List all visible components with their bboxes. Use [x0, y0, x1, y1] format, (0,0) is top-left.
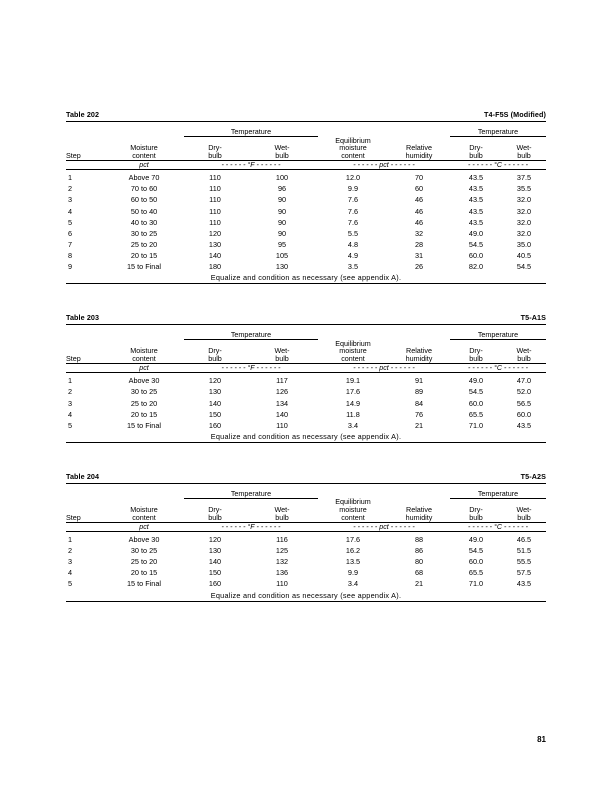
cell-relative-humidity: 32	[414, 228, 424, 238]
column-header-dry-bulb-c: Dry- bulb	[450, 137, 502, 161]
group-temperature-c: Temperature	[450, 489, 546, 499]
cell-step: 4	[68, 409, 73, 419]
cell-moisture-content: 30 to 25	[130, 387, 158, 397]
cell-moisture-content: Above 30	[128, 376, 160, 386]
cell-step: 5	[68, 579, 73, 589]
units-blank-step	[66, 363, 104, 372]
cell-wet-bulb-c: 60.0	[516, 409, 532, 419]
cell-wet-bulb-f: 110	[276, 579, 288, 589]
table-row	[66, 578, 546, 589]
cell-wet-bulb-c: 47.0	[516, 376, 532, 386]
cell-moisture-content: 20 to 15	[130, 250, 158, 260]
cell-relative-humidity: 28	[414, 239, 424, 249]
table-bottom-rule	[66, 283, 546, 284]
cell-moisture-content: 25 to 20	[130, 398, 158, 408]
cell-wet-bulb-c: 51.5	[516, 546, 532, 556]
cell-moisture-content: 15 to Final	[126, 579, 162, 589]
group-temperature-f: Temperature	[184, 489, 318, 499]
cell-step: 1	[68, 535, 73, 545]
header-label-row	[66, 498, 546, 522]
cell-wet-bulb-c: 56.5	[516, 398, 532, 408]
table-schedule-code: T5-A1S	[520, 313, 546, 323]
units-body	[66, 522, 546, 531]
cell-step: 2	[68, 387, 73, 397]
table-caption-row	[66, 110, 546, 121]
cell-dry-bulb-f: 110	[209, 217, 221, 227]
table-caption: Table 203	[66, 313, 100, 323]
table-body	[66, 372, 546, 441]
cell-wet-bulb-f: 95	[277, 239, 287, 249]
cell-dry-bulb-c: 54.5	[468, 546, 484, 556]
cell-relative-humidity: 46	[414, 206, 424, 216]
cell-relative-humidity: 89	[414, 387, 424, 397]
column-header-emc: Equilibrium moisture content	[318, 137, 388, 161]
table-bottom-rule	[66, 442, 546, 443]
units-fahrenheit: - - - - - - °F - - - - - -	[184, 160, 318, 169]
data-table-block	[66, 313, 546, 443]
units-fahrenheit: - - - - - - °F - - - - - -	[184, 363, 318, 372]
cell-dry-bulb-c: 71.0	[468, 579, 484, 589]
cell-emc: 16.2	[345, 546, 361, 556]
table-schedule-code: T4-F5S (Modified)	[484, 110, 546, 119]
cell-dry-bulb-f: 150	[208, 409, 222, 419]
column-header-dry-bulb-c: Dry- bulb	[450, 498, 502, 522]
header-group-row	[66, 127, 546, 137]
cell-moisture-content: Above 30	[128, 535, 160, 545]
cell-wet-bulb-f: 126	[275, 387, 289, 397]
cell-wet-bulb-c: 32.0	[516, 206, 532, 216]
header-label-row	[66, 137, 546, 161]
cell-relative-humidity: 91	[414, 376, 424, 386]
cell-wet-bulb-f: 90	[277, 195, 287, 205]
cell-relative-humidity: 26	[414, 261, 424, 271]
column-header-step: Step	[66, 498, 104, 522]
cell-relative-humidity: 70	[414, 173, 424, 183]
table-row	[66, 183, 546, 194]
cell-relative-humidity: 46	[414, 217, 424, 227]
cell-wet-bulb-c: 43.5	[516, 420, 532, 430]
cell-dry-bulb-f: 110	[209, 206, 221, 216]
column-header-moisture-content: Moisture content	[104, 137, 184, 161]
cell-emc: 9.9	[347, 184, 359, 194]
table-bottom-rule	[66, 601, 546, 602]
units-pct-moisture: pct	[104, 363, 184, 372]
cell-moisture-content: 20 to 15	[130, 409, 158, 419]
column-header-dry-bulb-f: Dry- bulb	[184, 137, 246, 161]
column-header-relative-humidity: Relative humidity	[388, 340, 450, 364]
cell-step: 4	[68, 206, 73, 216]
cell-step: 3	[68, 557, 73, 567]
cell-dry-bulb-f: 120	[208, 376, 222, 386]
cell-wet-bulb-f: 90	[277, 217, 287, 227]
cell-moisture-content: 15 to Final	[126, 261, 162, 271]
table-note: Equalize and condition as necessary (see appendix A).	[210, 590, 402, 600]
cell-moisture-content: 60 to 50	[130, 195, 158, 205]
cell-dry-bulb-f: 120	[208, 535, 222, 545]
cell-moisture-content: 40 to 30	[130, 217, 158, 227]
cell-dry-bulb-c: 71.0	[468, 420, 484, 430]
cell-emc: 13.5	[345, 557, 361, 567]
cell-relative-humidity: 31	[414, 250, 424, 260]
table-note-row	[66, 272, 546, 283]
cell-wet-bulb-f: 130	[275, 261, 289, 271]
cell-wet-bulb-c: 54.5	[516, 261, 532, 271]
cell-emc: 19.1	[345, 376, 361, 386]
table-row	[66, 217, 546, 228]
cell-step: 6	[68, 228, 73, 238]
units-row	[66, 522, 546, 531]
table-row	[66, 239, 546, 250]
cell-wet-bulb-f: 117	[276, 376, 288, 386]
cell-wet-bulb-c: 37.5	[516, 173, 532, 183]
column-header-wet-bulb-f: Wet- bulb	[246, 498, 318, 522]
cell-wet-bulb-f: 110	[276, 420, 288, 430]
cell-step: 9	[68, 261, 73, 271]
column-header-wet-bulb-f: Wet- bulb	[246, 340, 318, 364]
cell-moisture-content: 30 to 25	[130, 228, 158, 238]
table-row	[66, 250, 546, 261]
table-row	[66, 567, 546, 578]
cell-dry-bulb-f: 130	[208, 387, 222, 397]
cell-emc: 5.5	[347, 228, 359, 238]
cell-step: 7	[68, 239, 73, 249]
units-row	[66, 363, 546, 372]
cell-dry-bulb-f: 140	[208, 250, 222, 260]
column-header-dry-bulb-c: Dry- bulb	[450, 340, 502, 364]
cell-dry-bulb-c: 49.0	[468, 535, 484, 545]
group-temperature-c: Temperature	[450, 330, 546, 340]
cell-emc: 12.0	[345, 173, 361, 183]
cell-step: 3	[68, 398, 73, 408]
tables-container	[66, 110, 546, 631]
cell-moisture-content: 50 to 40	[130, 206, 158, 216]
cell-dry-bulb-f: 130	[208, 239, 222, 249]
cell-step: 3	[68, 195, 73, 205]
cell-dry-bulb-c: 54.5	[468, 239, 484, 249]
table-note: Equalize and condition as necessary (see appendix A).	[210, 273, 402, 282]
cell-moisture-content: 20 to 15	[130, 568, 158, 578]
cell-dry-bulb-c: 65.5	[468, 409, 484, 419]
column-header-relative-humidity: Relative humidity	[388, 137, 450, 161]
cell-moisture-content: 25 to 20	[130, 557, 158, 567]
cell-step: 1	[68, 173, 73, 183]
data-table-block	[66, 472, 546, 602]
column-header-wet-bulb-f: Wet- bulb	[246, 137, 318, 161]
cell-moisture-content: 30 to 25	[130, 546, 158, 556]
table-note: Equalize and condition as necessary (see appendix A).	[210, 431, 402, 441]
cell-relative-humidity: 86	[414, 546, 424, 556]
cell-relative-humidity: 84	[414, 398, 424, 408]
cell-relative-humidity: 68	[414, 568, 424, 578]
cell-wet-bulb-c: 32.0	[516, 195, 532, 205]
units-blank-step	[66, 160, 104, 169]
cell-dry-bulb-c: 43.5	[468, 195, 484, 205]
table-row	[66, 194, 546, 205]
cell-dry-bulb-c: 60.0	[468, 250, 484, 260]
cell-wet-bulb-f: 116	[276, 535, 288, 545]
cell-moisture-content: 70 to 60	[130, 184, 158, 194]
table-row	[66, 169, 546, 183]
cell-emc: 4.9	[347, 250, 359, 260]
table-caption: Table 204	[66, 471, 100, 481]
column-header-dry-bulb-f: Dry- bulb	[184, 498, 246, 522]
column-header-wet-bulb-c: Wet- bulb	[502, 137, 546, 161]
table-row	[66, 409, 546, 420]
cell-dry-bulb-c: 43.5	[468, 173, 484, 183]
group-blank-left	[66, 489, 184, 499]
cell-wet-bulb-f: 125	[275, 546, 289, 556]
cell-wet-bulb-f: 105	[275, 250, 289, 260]
units-pct-moisture: pct	[104, 522, 184, 531]
cell-dry-bulb-c: 54.5	[468, 387, 484, 397]
cell-wet-bulb-f: 100	[275, 173, 289, 183]
cell-step: 4	[68, 568, 73, 578]
cell-emc: 11.8	[346, 409, 360, 419]
cell-step: 5	[68, 217, 73, 227]
group-temperature-f: Temperature	[184, 330, 318, 340]
cell-wet-bulb-c: 35.5	[516, 184, 532, 194]
cell-wet-bulb-f: 136	[275, 568, 289, 578]
cell-relative-humidity: 76	[414, 409, 424, 419]
units-row	[66, 160, 546, 169]
cell-emc: 9.9	[347, 568, 359, 578]
cell-wet-bulb-f: 132	[275, 557, 289, 567]
table-note-row	[66, 590, 546, 601]
units-fahrenheit: - - - - - - °F - - - - - -	[184, 522, 318, 531]
table-schedule-code: T5-A2S	[520, 471, 546, 481]
schedule-table	[66, 122, 546, 283]
cell-wet-bulb-c: 55.5	[516, 557, 532, 567]
cell-wet-bulb-c: 35.0	[516, 239, 532, 249]
table-head	[66, 325, 546, 363]
table-head	[66, 122, 546, 160]
cell-dry-bulb-c: 82.0	[468, 261, 484, 271]
units-celsius: - - - - - - °C - - - - - -	[450, 522, 546, 531]
group-temperature-c: Temperature	[450, 127, 546, 137]
cell-wet-bulb-f: 90	[277, 228, 287, 238]
units-celsius: - - - - - - °C - - - - - -	[450, 363, 546, 372]
column-header-wet-bulb-c: Wet- bulb	[502, 498, 546, 522]
data-table-block	[66, 110, 546, 284]
header-group-row	[66, 330, 546, 340]
group-blank-left	[66, 330, 184, 340]
cell-step: 5	[68, 420, 73, 430]
cell-step: 8	[68, 250, 73, 260]
cell-dry-bulb-f: 110	[209, 173, 221, 183]
page-number: 81	[537, 735, 546, 744]
table-body	[66, 531, 546, 600]
cell-dry-bulb-f: 110	[209, 184, 221, 194]
column-header-step: Step	[66, 137, 104, 161]
cell-emc: 7.6	[347, 195, 359, 205]
units-blank-step	[66, 522, 104, 531]
cell-dry-bulb-f: 130	[208, 546, 222, 556]
table-note-row	[66, 431, 546, 442]
cell-dry-bulb-f: 140	[208, 557, 222, 567]
column-header-step: Step	[66, 340, 104, 364]
column-header-moisture-content: Moisture content	[104, 340, 184, 364]
cell-dry-bulb-c: 60.0	[468, 557, 484, 567]
header-label-row	[66, 340, 546, 364]
cell-dry-bulb-f: 110	[209, 195, 221, 205]
column-header-emc: Equilibrium moisture content	[318, 498, 388, 522]
schedule-table	[66, 484, 546, 601]
cell-dry-bulb-c: 60.0	[468, 398, 484, 408]
cell-emc: 7.6	[347, 217, 359, 227]
cell-dry-bulb-f: 150	[208, 568, 222, 578]
cell-emc: 7.6	[347, 206, 359, 216]
cell-moisture-content: 25 to 20	[130, 239, 158, 249]
cell-emc: 3.4	[347, 420, 359, 430]
cell-emc: 17.6	[345, 535, 361, 545]
cell-step: 1	[68, 376, 73, 386]
cell-dry-bulb-c: 49.0	[468, 228, 484, 238]
cell-wet-bulb-f: 140	[275, 409, 289, 419]
column-header-relative-humidity: Relative humidity	[388, 498, 450, 522]
group-blank-left	[66, 127, 184, 137]
table-row	[66, 261, 546, 272]
cell-relative-humidity: 21	[414, 579, 424, 589]
cell-relative-humidity: 21	[414, 420, 424, 430]
cell-wet-bulb-c: 32.0	[516, 228, 532, 238]
table-row	[66, 398, 546, 409]
cell-moisture-content: 15 to Final	[126, 420, 162, 430]
cell-dry-bulb-c: 65.5	[468, 568, 484, 578]
units-body	[66, 363, 546, 372]
table-row	[66, 386, 546, 397]
units-body	[66, 160, 546, 169]
cell-step: 2	[68, 184, 73, 194]
table-caption: Table 202	[66, 110, 100, 119]
cell-wet-bulb-f: 90	[277, 206, 287, 216]
column-header-moisture-content: Moisture content	[104, 498, 184, 522]
cell-wet-bulb-c: 40.5	[516, 250, 532, 260]
cell-dry-bulb-c: 43.5	[468, 184, 484, 194]
table-body	[66, 169, 546, 283]
cell-relative-humidity: 60	[414, 184, 424, 194]
cell-moisture-content: Above 70	[128, 173, 160, 183]
table-row	[66, 545, 546, 556]
table-caption-row	[66, 472, 546, 483]
table-head	[66, 484, 546, 522]
cell-dry-bulb-c: 49.0	[468, 376, 484, 386]
units-pct-moisture: pct	[104, 160, 184, 169]
schedule-table	[66, 325, 546, 442]
column-header-wet-bulb-c: Wet- bulb	[502, 340, 546, 364]
cell-wet-bulb-c: 52.0	[516, 387, 532, 397]
units-celsius: - - - - - - °C - - - - - -	[450, 160, 546, 169]
cell-emc: 3.5	[347, 261, 359, 271]
units-pct-dashed: - - - - - - pct - - - - - -	[318, 522, 450, 531]
units-pct-dashed: - - - - - - pct - - - - - -	[318, 160, 450, 169]
cell-dry-bulb-f: 160	[208, 579, 222, 589]
cell-wet-bulb-f: 134	[275, 398, 289, 408]
table-caption-row	[66, 313, 546, 324]
table-row	[66, 420, 546, 431]
units-pct-dashed: - - - - - - pct - - - - - -	[318, 363, 450, 372]
cell-wet-bulb-f: 96	[277, 184, 287, 194]
cell-emc: 17.6	[345, 387, 361, 397]
header-group-row	[66, 489, 546, 499]
group-temperature-f: Temperature	[184, 127, 318, 137]
cell-wet-bulb-c: 46.5	[516, 535, 532, 545]
cell-wet-bulb-c: 32.0	[516, 217, 532, 227]
table-row	[66, 531, 546, 545]
table-row	[66, 556, 546, 567]
column-header-dry-bulb-f: Dry- bulb	[184, 340, 246, 364]
cell-dry-bulb-f: 180	[208, 261, 222, 271]
cell-step: 2	[68, 546, 73, 556]
table-row	[66, 372, 546, 386]
cell-emc: 14.9	[345, 398, 361, 408]
cell-dry-bulb-c: 43.5	[468, 206, 484, 216]
cell-dry-bulb-f: 140	[208, 398, 222, 408]
cell-relative-humidity: 46	[414, 195, 424, 205]
cell-dry-bulb-f: 160	[208, 420, 222, 430]
cell-wet-bulb-c: 43.5	[516, 579, 532, 589]
cell-emc: 4.8	[347, 239, 359, 249]
cell-wet-bulb-c: 57.5	[516, 568, 532, 578]
cell-dry-bulb-c: 43.5	[468, 217, 484, 227]
cell-dry-bulb-f: 120	[208, 228, 222, 238]
column-header-emc: Equilibrium moisture content	[318, 340, 388, 364]
cell-relative-humidity: 80	[414, 557, 424, 567]
table-row	[66, 228, 546, 239]
table-row	[66, 206, 546, 217]
cell-emc: 3.4	[347, 579, 359, 589]
cell-relative-humidity: 88	[414, 535, 424, 545]
